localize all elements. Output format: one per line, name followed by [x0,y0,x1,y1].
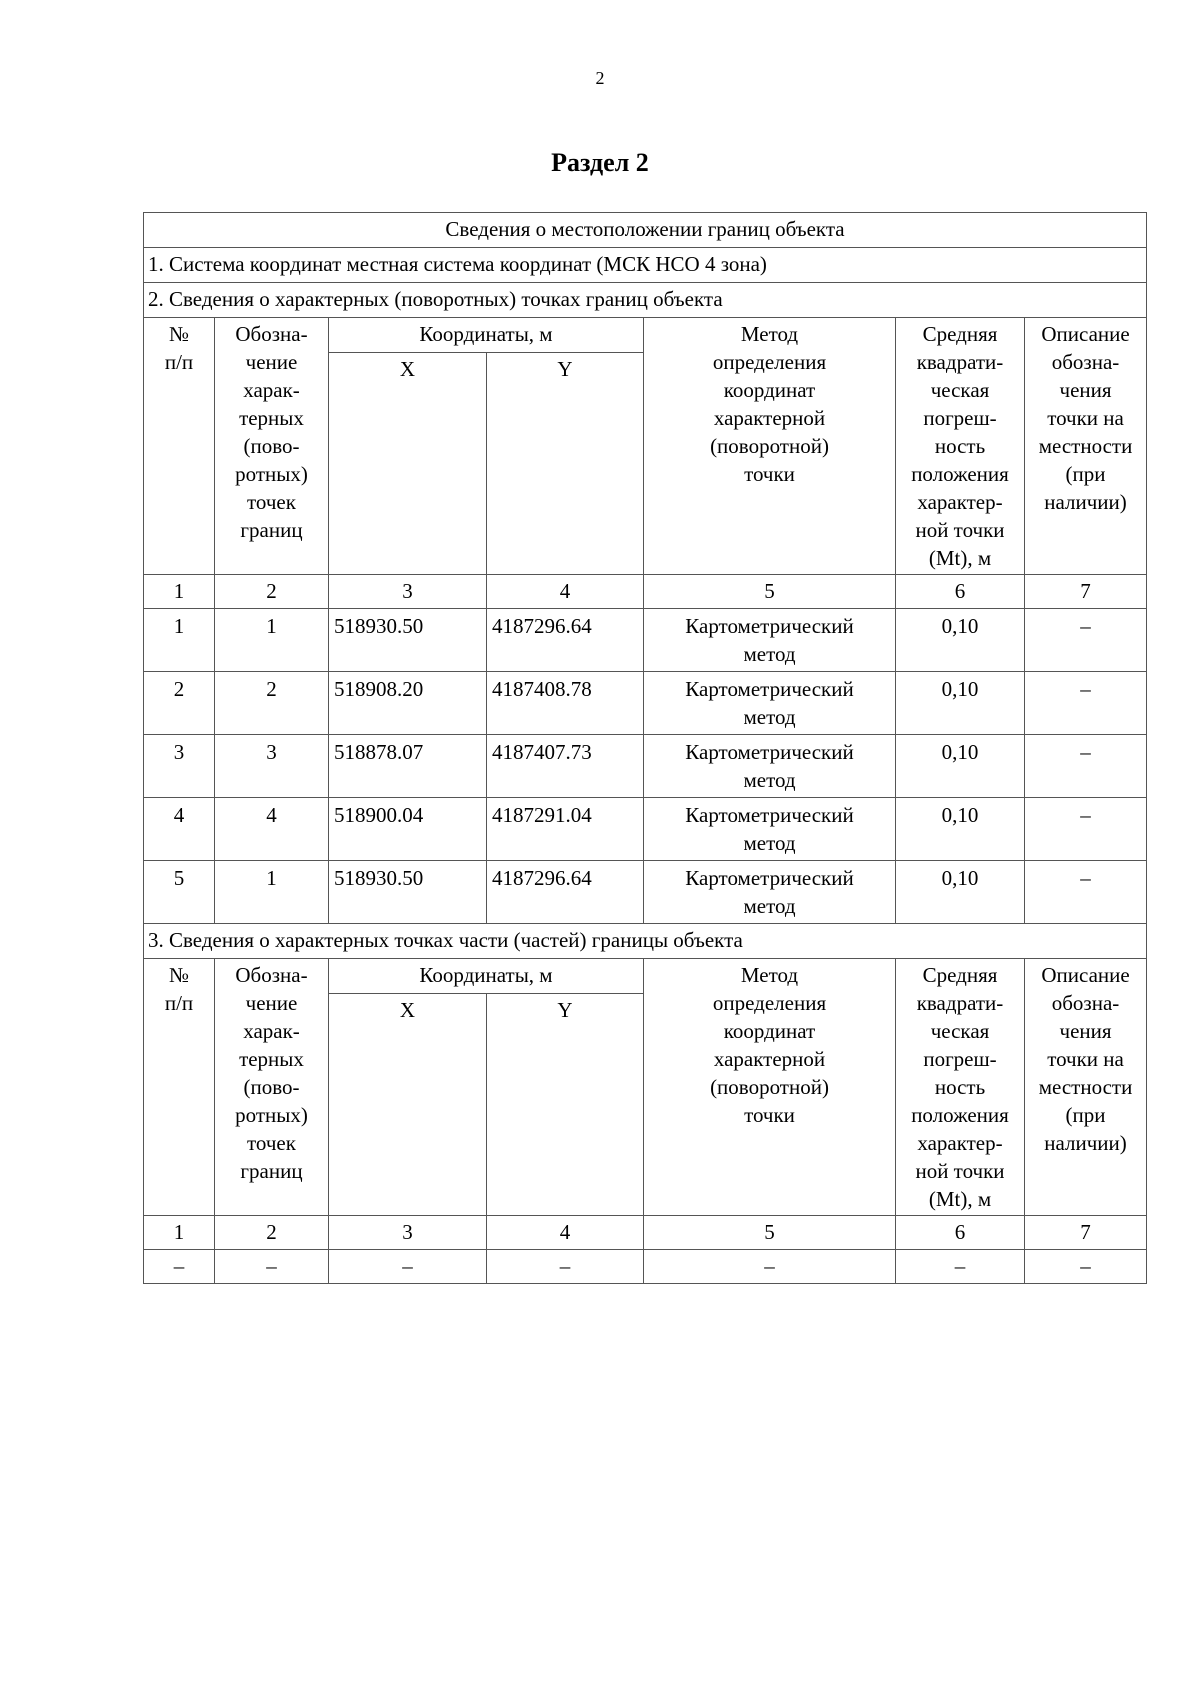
column-number: 6 [896,575,1025,609]
header-description: Описание обозна- чения точки на местности (при наличии) [1025,959,1147,1216]
column-number: 3 [329,575,487,609]
empty-cell: – [896,1250,1025,1284]
empty-cell: – [1025,1250,1147,1284]
empty-cell: – [487,1250,644,1284]
row-error: 0,10 [896,861,1025,924]
column-number: 1 [144,1216,215,1250]
header-description: Описание обозна- чения точки на местности (при наличии) [1025,318,1147,575]
column-number: 3 [329,1216,487,1250]
table-row [144,798,1147,861]
row-num: 2 [144,672,215,735]
table-row [144,735,1147,798]
row-num: 3 [144,735,215,798]
boundary-table [143,212,1147,1284]
section3-title: 3. Сведения о характерных точках части (частей) границы объекта [144,924,1147,959]
row-y: 4187291.04 [487,798,644,861]
empty-cell: – [329,1250,487,1284]
row-num: 4 [144,798,215,861]
empty-cell: – [644,1250,896,1284]
row-designation: 2 [215,672,329,735]
row-description: – [1025,861,1147,924]
header-y: Y [487,994,644,1216]
header-method: Метод определения координат характерной (поворотной) точки [644,959,896,1216]
row-description: – [1025,672,1147,735]
row-num: 5 [144,861,215,924]
column-number: 7 [1025,1216,1147,1250]
column-number: 5 [644,1216,896,1250]
row-designation: 4 [215,798,329,861]
row-x: 518908.20 [329,672,487,735]
column-number: 1 [144,575,215,609]
row-method: Картометрический метод [644,609,896,672]
row-x: 518930.50 [329,861,487,924]
header-error: Средняя квадрати- ческая погреш- ность положения характер- ной точки (Mt), м [896,959,1025,1216]
header-x: X [329,994,487,1216]
row-y: 4187408.78 [487,672,644,735]
header-designation: Обозна- чение харак- терных (пово- ротных) точек границ [215,318,329,575]
row-description: – [1025,798,1147,861]
header-coordinates: Координаты, м [329,318,644,353]
coordinate-system-row: 1. Система координат местная система координат (МСК НСО 4 зона) [144,248,1147,283]
column-number: 7 [1025,575,1147,609]
row-method: Картометрический метод [644,735,896,798]
row-y: 4187407.73 [487,735,644,798]
section-title: Раздел 2 [551,148,649,177]
page-number: 2 [595,68,605,88]
table-row [144,672,1147,735]
column-number: 4 [487,575,644,609]
row-description: – [1025,609,1147,672]
row-y: 4187296.64 [487,609,644,672]
column-number: 6 [896,1216,1025,1250]
header-designation: Обозна- чение харак- терных (пово- ротных) точек границ [215,959,329,1216]
header-num: № п/п [144,318,215,575]
column-number: 5 [644,575,896,609]
column-number: 4 [487,1216,644,1250]
header-method: Метод определения координат характерной (поворотной) точки [644,318,896,575]
row-designation: 1 [215,861,329,924]
row-error: 0,10 [896,735,1025,798]
row-num: 1 [144,609,215,672]
column-number: 2 [215,1216,329,1250]
table-title: Сведения о местоположении границ объекта [144,213,1147,248]
row-x: 518878.07 [329,735,487,798]
column-number: 2 [215,575,329,609]
row-x: 518900.04 [329,798,487,861]
row-error: 0,10 [896,609,1025,672]
row-designation: 3 [215,735,329,798]
row-description: – [1025,735,1147,798]
row-error: 0,10 [896,672,1025,735]
row-designation: 1 [215,609,329,672]
header-coordinates: Координаты, м [329,959,644,994]
table-row [144,861,1147,924]
row-method: Картометрический метод [644,798,896,861]
row-y: 4187296.64 [487,861,644,924]
row-error: 0,10 [896,798,1025,861]
table-row [144,609,1147,672]
empty-cell: – [215,1250,329,1284]
section2-title: 2. Сведения о характерных (поворотных) точках границ объекта [144,283,1147,318]
empty-cell: – [144,1250,215,1284]
row-method: Картометрический метод [644,672,896,735]
table-row [144,1250,1147,1284]
row-x: 518930.50 [329,609,487,672]
header-num: № п/п [144,959,215,1216]
row-method: Картометрический метод [644,861,896,924]
header-y: Y [487,353,644,575]
header-x: X [329,353,487,575]
header-error: Средняя квадрати- ческая погреш- ность положения характер- ной точки (Mt), м [896,318,1025,575]
